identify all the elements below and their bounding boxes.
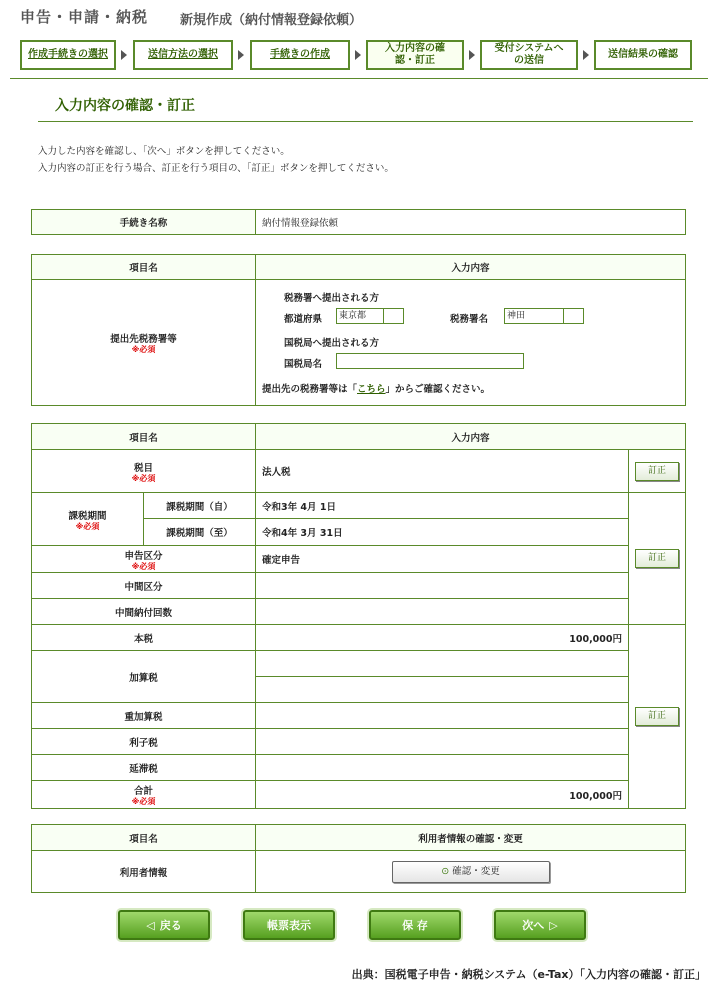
section-divider [38, 121, 693, 122]
procedure-label: 手続き名称 [32, 210, 256, 235]
prefecture-label: 都道府県 [284, 314, 323, 325]
form-view-label: 帳票表示 [267, 919, 311, 932]
fix-period-button[interactable]: 訂正 [635, 549, 679, 568]
step-select-send-method[interactable] [133, 40, 233, 70]
office-note-prefix: 提出先の税務署等は「 [262, 384, 358, 395]
form-view-button[interactable] [243, 910, 335, 940]
col-header-item: 項目名 [32, 424, 256, 450]
user-info-action-cell [256, 851, 686, 893]
delinquency-tax-label: 延滞税 [32, 755, 256, 781]
step-label: 入力内容の確認・訂正 [385, 43, 445, 66]
step-label: 送信方法の選択 [148, 49, 218, 60]
heavy-additional-tax-value [256, 703, 629, 729]
step-label: 手続きの作成 [270, 49, 330, 60]
step-label: 作成手続きの選択 [28, 49, 108, 60]
delinquency-tax-value [256, 755, 629, 781]
bureau-heading: 国税局へ提出される方 [284, 338, 380, 349]
step-confirm-correct [366, 40, 464, 70]
total-label: 合計 [134, 786, 154, 797]
back-button[interactable] [118, 910, 210, 940]
tax-item-label: 税目 [134, 462, 154, 474]
tax-detail-table [31, 423, 686, 809]
interim-type-label: 中間区分 [32, 573, 256, 599]
office-name-value: 神田 [504, 308, 564, 324]
period-from-label: 課税期間（自） [144, 493, 256, 519]
procedure-value: 納付情報登録依頼 [256, 210, 686, 235]
filing-type-value: 確定申告 [256, 546, 629, 573]
step-label: 受付システムへの送信 [494, 43, 564, 66]
required-mark: ※必須 [131, 561, 156, 571]
next-arrow-icon: ▷ [549, 918, 558, 932]
arrow-right-icon [238, 50, 244, 60]
office-name-spacer [564, 308, 584, 324]
step-check-result [594, 40, 692, 70]
office-table [31, 254, 686, 406]
period-from-value: 令和3年 4月 1日 [256, 493, 629, 519]
office-label: 提出先税務署等 [110, 334, 177, 345]
next-button[interactable] [494, 910, 586, 940]
user-info-label: 利用者情報 [32, 851, 256, 893]
prefecture-value: 東京都 [336, 308, 384, 324]
period-label: 課税期間 [68, 510, 107, 522]
tax-item-fix-cell [629, 450, 686, 493]
bureau-label: 国税局名 [284, 359, 323, 370]
col-header-input: 入力内容 [256, 424, 686, 450]
office-note-suffix: 」からご確認ください。 [385, 384, 491, 395]
interim-type-value [256, 573, 629, 599]
confirm-change-label: 確認・変更 [452, 865, 500, 877]
tax-item-value: 法人税 [256, 450, 629, 493]
main-tax-value: 100,000円 [256, 625, 629, 651]
col-header-item: 項目名 [32, 255, 256, 280]
period-fix-cell [629, 493, 686, 625]
fix-amount-button[interactable]: 訂正 [635, 707, 679, 726]
step-label: 送信結果の確認 [608, 49, 678, 60]
save-label: 保 存 [402, 919, 428, 932]
description-line-2: 入力内容の訂正を行う場合、訂正を行う項目の、「訂正」ボタンを押してください。 [38, 163, 394, 174]
office-name-label: 税務署名 [450, 314, 489, 325]
office-lookup-link[interactable]: こちら [357, 384, 386, 395]
heavy-additional-tax-label: 重加算税 [32, 703, 256, 729]
period-label-cell [32, 493, 144, 546]
col-header-item: 項目名 [32, 825, 256, 851]
required-mark: ※必須 [131, 345, 156, 354]
office-name-field [504, 308, 584, 324]
required-mark: ※必須 [131, 473, 156, 483]
tax-item-label-cell [32, 450, 256, 493]
office-label-cell [32, 280, 256, 406]
prefecture-field [336, 308, 404, 324]
back-arrow-icon: ◁ [146, 918, 155, 932]
filing-type-label-cell [32, 546, 256, 573]
required-mark: ※必須 [131, 797, 156, 806]
additional-tax-label: 加算税 [32, 651, 256, 703]
description-line-1: 入力した内容を確認し、「次へ」ボタンを押してください。 [38, 146, 290, 157]
confirm-change-button[interactable] [392, 861, 550, 883]
office-input-cell [256, 280, 686, 406]
required-mark: ※必須 [75, 521, 100, 531]
page-subtitle: 新規作成（納付情報登録依頼） [180, 13, 363, 28]
arrow-right-icon [355, 50, 361, 60]
arrow-right-icon [469, 50, 475, 60]
additional-tax-value-1 [256, 651, 629, 677]
section-title: 入力内容の確認・訂正 [55, 98, 195, 114]
filing-type-label: 申告区分 [124, 550, 163, 562]
bureau-field [336, 353, 524, 369]
period-to-value: 令和4年 3月 31日 [256, 519, 629, 546]
amount-fix-cell [629, 625, 686, 809]
back-label: 戻る [159, 919, 182, 932]
interest-tax-label: 利子税 [32, 729, 256, 755]
col-header-check: 利用者情報の確認・変更 [256, 825, 686, 851]
office-note [262, 381, 490, 395]
interest-tax-value [256, 729, 629, 755]
col-header-input: 入力内容 [256, 255, 686, 280]
procedure-table [31, 209, 686, 235]
step-select-procedure[interactable] [20, 40, 116, 70]
interim-count-label: 中間納付回数 [32, 599, 256, 625]
total-label-cell [32, 781, 256, 809]
next-label: 次へ [522, 919, 545, 932]
prefecture-spacer [384, 308, 404, 324]
save-button[interactable] [369, 910, 461, 940]
tax-office-heading: 税務署へ提出される方 [284, 293, 380, 304]
step-create-procedure[interactable] [250, 40, 350, 70]
arrow-right-icon [121, 50, 127, 60]
main-tax-label: 本税 [32, 625, 256, 651]
user-info-table [31, 824, 686, 893]
app-title: 申告・申請・納税 [20, 8, 149, 26]
step-send-to-system [480, 40, 578, 70]
interim-count-value [256, 599, 629, 625]
arrow-right-icon [583, 50, 589, 60]
total-value: 100,000円 [256, 781, 629, 809]
play-circle-icon: ⊙ [441, 865, 450, 877]
fix-tax-item-button[interactable]: 訂正 [635, 462, 679, 481]
bureau-value [336, 353, 524, 369]
additional-tax-value-2 [256, 677, 629, 703]
period-to-label: 課税期間（至） [144, 519, 256, 546]
header-divider [10, 78, 708, 79]
source-caption: 出典：国税電子申告・納税システム（e-Tax）「入力内容の確認・訂正」 [351, 968, 706, 981]
